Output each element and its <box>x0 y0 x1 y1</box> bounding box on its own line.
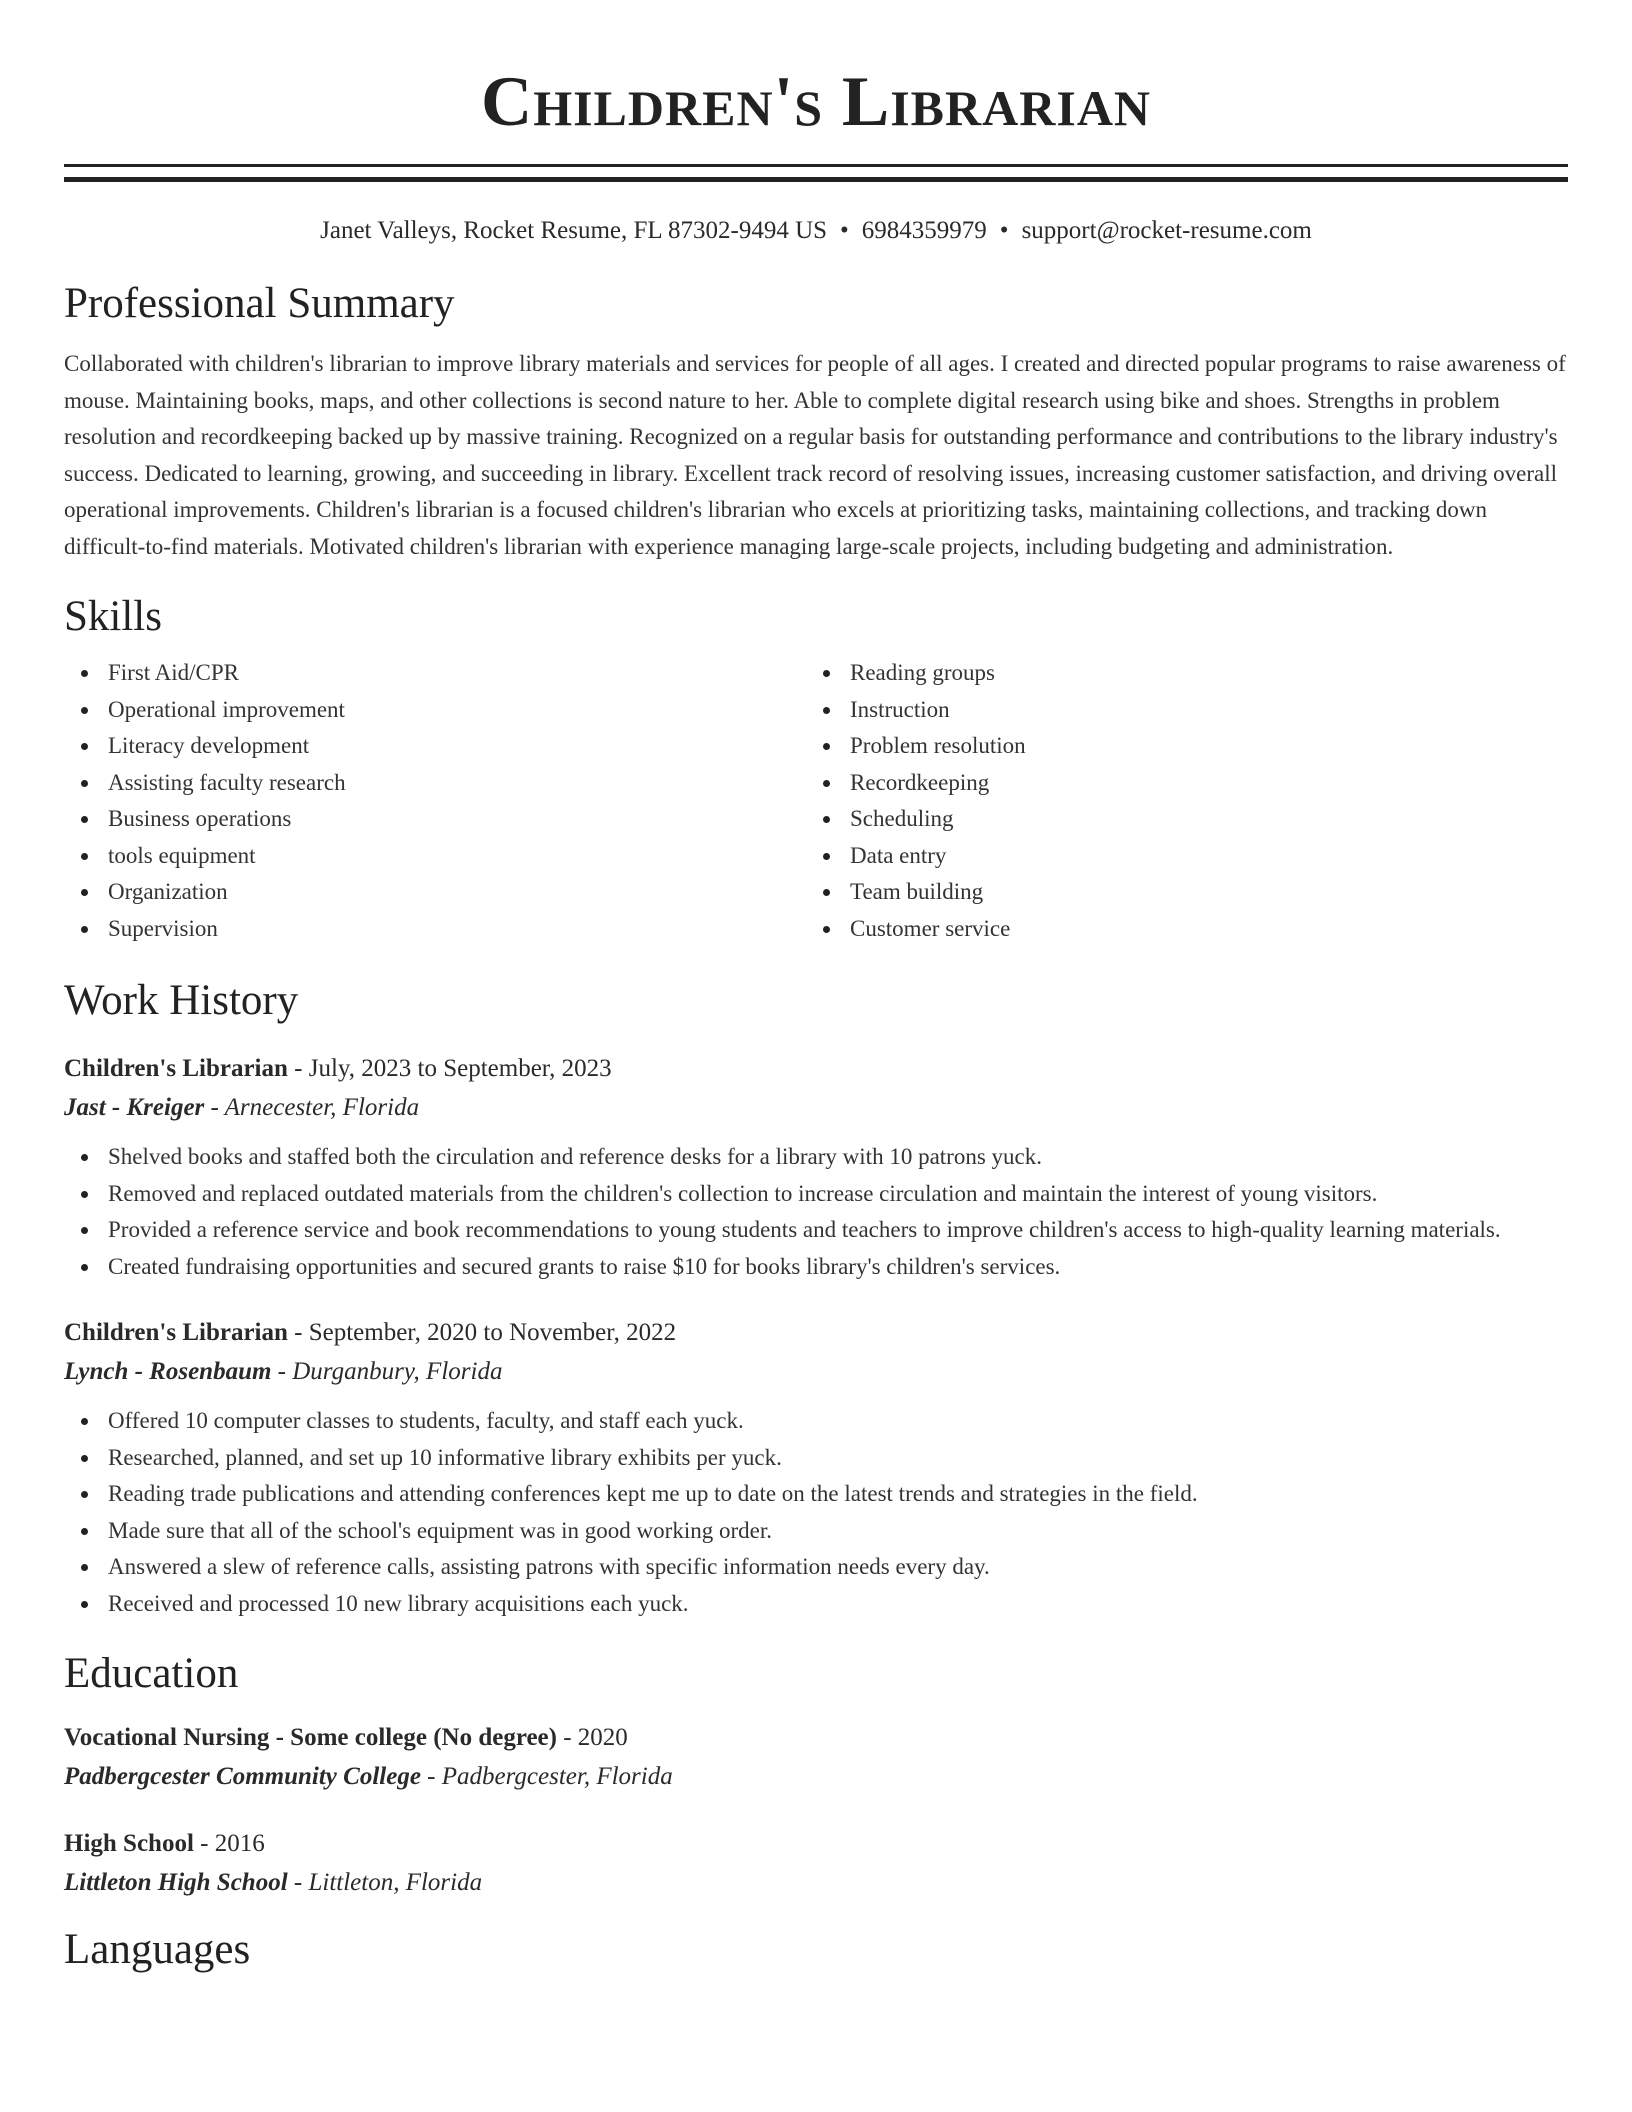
skill-item: Scheduling <box>806 801 1548 838</box>
contact-separator: • <box>999 217 1009 244</box>
job-company: Lynch - Rosenbaum <box>64 1358 272 1385</box>
skill-item: First Aid/CPR <box>64 655 806 692</box>
section-title-languages: Languages <box>64 1926 251 1973</box>
skills-column-right <box>806 655 1548 947</box>
job-title-line <box>64 1049 1568 1089</box>
section-title-skills: Skills <box>64 593 162 640</box>
job-role: Children's Librarian <box>64 1055 288 1082</box>
section-title-education: Education <box>64 1650 239 1697</box>
resume-name: Children's Librarian <box>480 63 1152 141</box>
education-degree-line <box>64 1718 1568 1758</box>
job-company-line <box>64 1353 1568 1391</box>
job-bullets <box>64 1403 1568 1622</box>
education-school: Padbergcester Community College <box>64 1763 421 1790</box>
skill-item: Reading groups <box>806 655 1548 692</box>
job-location: - Durganbury, Florida <box>271 1358 503 1385</box>
contact-line <box>64 214 1568 248</box>
education-location: - Littleton, Florida <box>287 1869 483 1896</box>
skill-item: Problem resolution <box>806 728 1548 765</box>
job-dates: - July, 2023 to September, 2023 <box>287 1055 612 1082</box>
contact-address: Janet Valleys, Rocket Resume, FL 87302-9494 US <box>320 217 828 244</box>
skill-item: Instruction <box>806 692 1548 729</box>
skill-item: Team building <box>806 874 1548 911</box>
job-bullet: Answered a slew of reference calls, assisting patrons with specific information needs every day. <box>64 1549 1568 1586</box>
skill-item: Operational improvement <box>64 692 806 729</box>
skill-item: Organization <box>64 874 806 911</box>
job-bullet: Made sure that all of the school's equipment was in good working order. <box>64 1513 1568 1550</box>
section-title-summary: Professional Summary <box>64 280 455 327</box>
job-bullets <box>64 1139 1568 1285</box>
contact-separator: • <box>840 217 849 244</box>
education-year: - 2020 <box>556 1724 628 1751</box>
resume-page <box>64 0 1568 1976</box>
education-degree-line <box>64 1824 1568 1864</box>
skill-item: Literacy development <box>64 728 806 765</box>
summary-text: Collaborated with children's librarian to improve library materials and services for people of all ages. I created and directed popular programs to raise awareness of mouse. Maintaining books, maps, and other collections is second nature to her. Able to complete digital research using bike and shoes. Strengths in problem resolution and recordkeeping backed up by massive training. Recognized on a regular basis for outstanding performance and contributions to the library industry's success. Dedicated to learning, growing, and succeeding in library. Excellent track record of resolving issues, increasing customer satisfaction, and driving overall operational improvements. Children's librarian is a focused children's librarian who excels at prioritizing tasks, maintaining collections, and tracking down difficult-to-find materials. Motivated children's librarian with experience managing large-scale projects, including budgeting and administration. <box>64 351 1566 559</box>
job-entry <box>64 1049 1568 1285</box>
job-entry <box>64 1313 1568 1622</box>
skill-item: Assisting faculty research <box>64 765 806 802</box>
job-role: Children's Librarian <box>64 1319 288 1346</box>
education-degree: High School <box>64 1830 194 1857</box>
skill-item: Supervision <box>64 911 806 948</box>
header-double-rule <box>64 164 1568 182</box>
job-bullet: Offered 10 computer classes to students, faculty, and staff each yuck. <box>64 1403 1568 1440</box>
skill-item: Business operations <box>64 801 806 838</box>
job-title-line <box>64 1313 1568 1353</box>
contact-email: support@rocket-resume.com <box>1021 217 1312 244</box>
job-bullet: Provided a reference service and book recommendations to young students and teachers to improve children's access to high-quality learning materials. <box>64 1212 1568 1249</box>
education-location: - Padbergcester, Florida <box>420 1763 673 1790</box>
education-school: Littleton High School <box>64 1869 288 1896</box>
skill-item: Recordkeeping <box>806 765 1548 802</box>
job-company-line <box>64 1089 1568 1127</box>
skills-column-left <box>64 655 806 947</box>
job-bullet: Researched, planned, and set up 10 informative library exhibits per yuck. <box>64 1440 1568 1477</box>
education-degree: Vocational Nursing - Some college (No degree) <box>64 1724 557 1751</box>
education-entry <box>64 1718 1568 1796</box>
skill-item: Customer service <box>806 911 1548 948</box>
contact-phone: 6984359979 <box>861 217 987 244</box>
skill-item: tools equipment <box>64 838 806 875</box>
section-title-work-history: Work History <box>64 977 299 1024</box>
education-school-line <box>64 1864 1568 1902</box>
job-company: Jast - Kreiger <box>64 1094 205 1121</box>
job-bullet: Created fundraising opportunities and secured grants to raise $10 for books library's children's services. <box>64 1249 1568 1286</box>
education-school-line <box>64 1758 1568 1796</box>
education-year: - 2016 <box>193 1830 265 1857</box>
job-bullet: Reading trade publications and attending conferences kept me up to date on the latest trends and strategies in the field. <box>64 1476 1568 1513</box>
skills-list <box>64 655 1568 947</box>
skill-item: Data entry <box>806 838 1548 875</box>
job-bullet: Received and processed 10 new library acquisitions each yuck. <box>64 1586 1568 1623</box>
job-dates: - September, 2020 to November, 2022 <box>287 1319 677 1346</box>
education-entry <box>64 1824 1568 1902</box>
job-bullet: Removed and replaced outdated materials from the children's collection to increase circulation and maintain the interest of young visitors. <box>64 1176 1568 1213</box>
job-bullet: Shelved books and staffed both the circulation and reference desks for a library with 10 patrons yuck. <box>64 1139 1568 1176</box>
job-location: - Arnecester, Florida <box>204 1094 420 1121</box>
